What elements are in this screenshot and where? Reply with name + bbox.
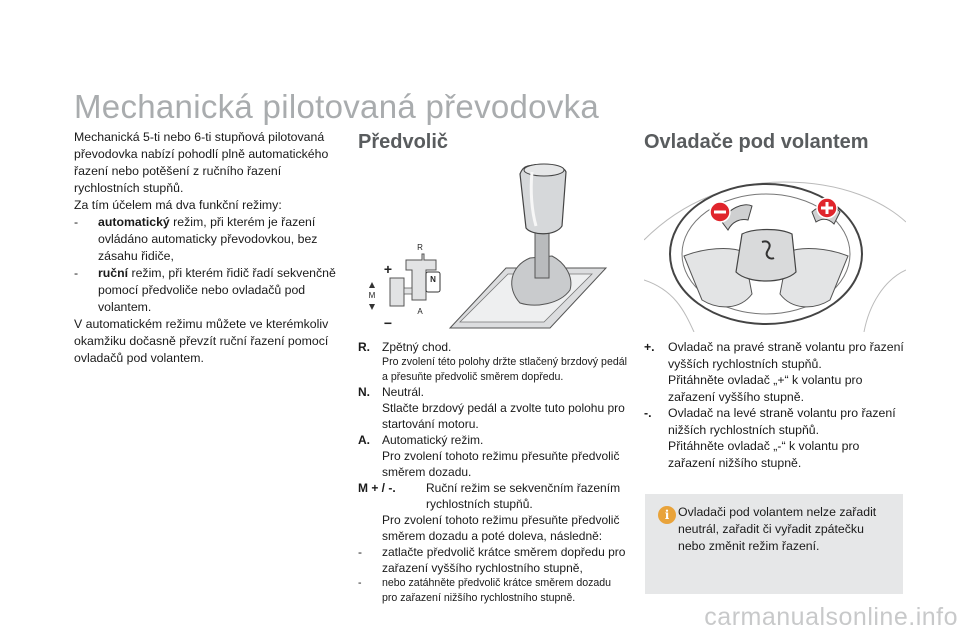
list-item: N. Neutrál.: [358, 385, 425, 399]
mode-bullet-manual: - ruční režim, při kterém řidič řadí sekvenčně pomocí předvoliče nebo ovladačů pod volantem.: [74, 266, 336, 314]
section-heading-preselector: Předvolič: [358, 131, 449, 153]
gate-label-plus: +: [383, 261, 393, 277]
gear-gate-diagram: [369, 243, 440, 331]
info-icon: i: [658, 506, 676, 524]
list-item: Pro zvolení tohoto režimu přesuňte předvolič směrem dozadu a poté doleva, následně:: [358, 512, 628, 544]
list-item: Pro zvolení této polohy držte stlačený brzdový pedál a přesuňte předvolič směrem dopředu.: [358, 355, 628, 384]
arrow-icon: [644, 372, 668, 405]
list-item: Stlačte brzdový pedál a zvolte tuto polohu pro startování motoru.: [358, 400, 628, 432]
section-heading-paddles: Ovladače pod volantem: [644, 131, 869, 153]
list-item: -. Ovladač na levé straně volantu pro řazení nižších rychlostních stupňů.: [644, 406, 896, 437]
list-item: Přitáhněte ovladač „+“ k volantu pro zařazení vyššího stupně.: [644, 372, 906, 405]
list-item: +. Ovladač na pravé straně volantu pro řazení vyšších rychlostních stupňů.: [644, 340, 904, 371]
intro-paragraph: Mechanická 5-ti nebo 6-ti stupňová pilotovaná převodovka nabízí pohodlí plně automatického řazení nebo potěšení z ručního řazení rychlostních stupňů.: [74, 130, 329, 195]
intro-paragraph-3: V automatickém režimu můžete ve kterémkoliv okamžiku dočasně převzít ruční řazení pomocí ovladačů pod volantem.: [74, 317, 329, 365]
list-item: - nebo zatáhněte předvolič krátce směrem dozadu pro zařazení nižšího rychlostního stupně.: [358, 577, 612, 604]
list-item: R. Zpětný chod.: [358, 340, 452, 354]
steering-wheel-illustration: [644, 160, 906, 332]
arrow-icon: [644, 438, 668, 471]
gate-label-a: A: [417, 307, 423, 316]
mode-bullet-automatic: - automatický režim, při kterém je řazení ovládáno automaticky převodovkou, bez zásahu řidiče,: [74, 215, 318, 263]
paddle-instructions: [644, 339, 906, 471]
list-item: Přitáhněte ovladač „-“ k volantu pro zařazení nižšího stupně.: [644, 438, 906, 471]
intro-text: [74, 129, 336, 367]
info-note-text: Ovladači pod volantem nelze zařadit neutrál, zařadit či vyřadit zpátečku nebo změnit režim řazení.: [678, 505, 877, 553]
arrow-icon: [358, 512, 382, 544]
arrow-icon: [358, 448, 382, 480]
preselector-instructions: [358, 339, 628, 605]
list-item: - zatlačte předvolič krátce směrem dopředu pro zařazení vyššího rychlostního stupně,: [358, 545, 626, 575]
arrow-icon: [358, 400, 382, 432]
gate-label-m: M: [368, 291, 376, 300]
list-item: M + / -. Ruční režim se sekvenčním řazením rychlostních stupňů.: [358, 481, 621, 511]
gate-label-r: R: [417, 243, 423, 252]
list-item: Pro zvolení tohoto režimu přesuňte předvolič směrem dozadu.: [358, 448, 628, 480]
arrow-icon: [358, 355, 382, 384]
watermark: carmanualsonline.info: [704, 603, 958, 631]
gate-label-minus: −: [383, 315, 393, 331]
page-title: Mechanická pilotovaná převodovka: [74, 88, 600, 125]
gate-label-n: N: [430, 275, 436, 284]
info-note: [645, 494, 903, 594]
gear-selector-illustration: [360, 158, 630, 334]
paddle-plus-icon: [817, 198, 837, 218]
paddle-minus-icon: [710, 202, 730, 222]
intro-paragraph-2: Za tím účelem má dva funkční režimy:: [74, 198, 282, 212]
list-item: A. Automatický režim.: [358, 433, 484, 447]
